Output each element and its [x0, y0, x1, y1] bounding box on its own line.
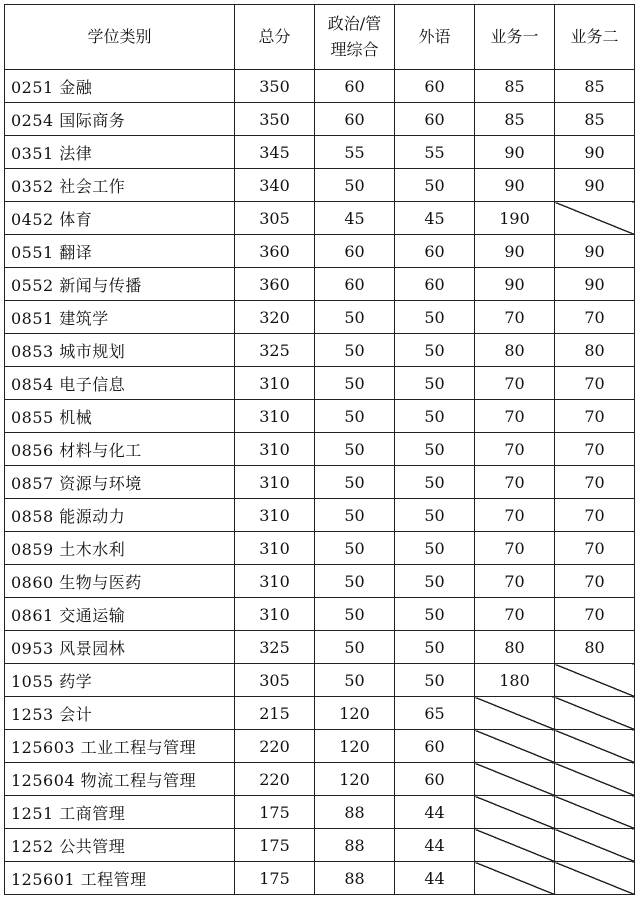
- cell-politics: 50: [315, 532, 395, 565]
- cell-category: 1253 会计: [5, 697, 235, 730]
- cell-category: 125601 工程管理: [5, 862, 235, 895]
- cell-total: 215: [235, 697, 315, 730]
- cell-language: 44: [395, 796, 475, 829]
- cell-total: 350: [235, 103, 315, 136]
- cell-category: 0352 社会工作: [5, 169, 235, 202]
- cell-category: 0552 新闻与传播: [5, 268, 235, 301]
- cell-total: 310: [235, 400, 315, 433]
- cell-language: 50: [395, 532, 475, 565]
- table-row: [5, 400, 635, 433]
- cell-language: 50: [395, 169, 475, 202]
- not-applicable-cell: [475, 862, 555, 895]
- cell-total: 220: [235, 730, 315, 763]
- cell-total: 305: [235, 664, 315, 697]
- table-row: [5, 532, 635, 565]
- table-row: [5, 235, 635, 268]
- not-applicable-cell: [555, 862, 635, 895]
- not-applicable-cell: [475, 763, 555, 796]
- cell-politics: 60: [315, 70, 395, 103]
- not-applicable-cell: [475, 829, 555, 862]
- cell-language: 65: [395, 697, 475, 730]
- cell-total: 310: [235, 565, 315, 598]
- header-row: [5, 5, 635, 70]
- cell-total: 310: [235, 367, 315, 400]
- cell-category: 0854 电子信息: [5, 367, 235, 400]
- not-applicable-cell: [475, 697, 555, 730]
- table-row: [5, 202, 635, 235]
- cell-subject-2: 90: [555, 136, 635, 169]
- cell-politics: 50: [315, 169, 395, 202]
- cell-subject-1: 70: [475, 301, 555, 334]
- cell-language: 60: [395, 268, 475, 301]
- cell-subject-1: 90: [475, 235, 555, 268]
- cell-subject-2: 80: [555, 631, 635, 664]
- cell-language: 60: [395, 103, 475, 136]
- cell-total: 175: [235, 796, 315, 829]
- cell-category: 0853 城市规划: [5, 334, 235, 367]
- cell-category: 125603 工业工程与管理: [5, 730, 235, 763]
- cell-language: 50: [395, 598, 475, 631]
- cell-subject-2: 85: [555, 70, 635, 103]
- cell-politics: 50: [315, 367, 395, 400]
- cell-language: 50: [395, 400, 475, 433]
- cell-subject-2: 70: [555, 598, 635, 631]
- cell-language: 55: [395, 136, 475, 169]
- cell-subject-1: 190: [475, 202, 555, 235]
- cell-politics: 45: [315, 202, 395, 235]
- cell-language: 60: [395, 235, 475, 268]
- table-row: [5, 499, 635, 532]
- cell-total: 345: [235, 136, 315, 169]
- cell-total: 310: [235, 598, 315, 631]
- table-row: [5, 697, 635, 730]
- header-subject1: 业务一: [475, 5, 555, 70]
- cell-subject-2: 70: [555, 301, 635, 334]
- cell-subject-2: 90: [555, 169, 635, 202]
- not-applicable-cell: [555, 796, 635, 829]
- cell-subject-1: 90: [475, 136, 555, 169]
- cell-subject-1: 70: [475, 400, 555, 433]
- header-subject2: 业务二: [555, 5, 635, 70]
- cell-total: 175: [235, 829, 315, 862]
- cell-language: 50: [395, 301, 475, 334]
- cell-subject-2: 70: [555, 532, 635, 565]
- cell-language: 50: [395, 565, 475, 598]
- cell-subject-2: 70: [555, 499, 635, 532]
- not-applicable-cell: [555, 829, 635, 862]
- cell-total: 360: [235, 235, 315, 268]
- cell-subject-2: 70: [555, 565, 635, 598]
- cell-category: 1252 公共管理: [5, 829, 235, 862]
- cell-total: 360: [235, 268, 315, 301]
- header-language: 外语: [395, 5, 475, 70]
- cell-language: 44: [395, 829, 475, 862]
- cell-category: 0859 土木水利: [5, 532, 235, 565]
- cell-language: 50: [395, 631, 475, 664]
- table-row: [5, 301, 635, 334]
- cell-politics: 50: [315, 433, 395, 466]
- header-politics-line1: 政治/管: [327, 14, 382, 34]
- cell-language: 50: [395, 664, 475, 697]
- cell-politics: 60: [315, 103, 395, 136]
- cell-subject-1: 90: [475, 169, 555, 202]
- cell-total: 310: [235, 466, 315, 499]
- cell-category: 1055 药学: [5, 664, 235, 697]
- cell-category: 0551 翻译: [5, 235, 235, 268]
- table-row: [5, 433, 635, 466]
- score-table: [4, 4, 635, 895]
- cell-total: 310: [235, 499, 315, 532]
- not-applicable-cell: [475, 796, 555, 829]
- header-total: 总分: [235, 5, 315, 70]
- cell-subject-2: 70: [555, 367, 635, 400]
- cell-language: 45: [395, 202, 475, 235]
- table-row: [5, 664, 635, 697]
- cell-category: 0855 机械: [5, 400, 235, 433]
- cell-subject-1: 80: [475, 631, 555, 664]
- not-applicable-cell: [555, 697, 635, 730]
- not-applicable-cell: [555, 763, 635, 796]
- cell-politics: 55: [315, 136, 395, 169]
- table-body: [5, 70, 635, 895]
- cell-category: 0861 交通运输: [5, 598, 235, 631]
- cell-total: 310: [235, 532, 315, 565]
- cell-total: 325: [235, 631, 315, 664]
- cell-language: 50: [395, 433, 475, 466]
- not-applicable-cell: [555, 730, 635, 763]
- cell-category: 0860 生物与医药: [5, 565, 235, 598]
- table-row: [5, 169, 635, 202]
- header-category: 学位类别: [5, 5, 235, 70]
- cell-total: 305: [235, 202, 315, 235]
- cell-category: 0953 风景园林: [5, 631, 235, 664]
- cell-language: 60: [395, 70, 475, 103]
- cell-category: 0851 建筑学: [5, 301, 235, 334]
- cell-subject-1: 70: [475, 532, 555, 565]
- cell-politics: 50: [315, 631, 395, 664]
- cell-category: 125604 物流工程与管理: [5, 763, 235, 796]
- table-row: [5, 367, 635, 400]
- cell-subject-1: 70: [475, 499, 555, 532]
- cell-politics: 50: [315, 565, 395, 598]
- cell-category: 0254 国际商务: [5, 103, 235, 136]
- cell-language: 50: [395, 499, 475, 532]
- cell-subject-1: 70: [475, 367, 555, 400]
- table-row: [5, 763, 635, 796]
- cell-total: 220: [235, 763, 315, 796]
- cell-subject-1: 80: [475, 334, 555, 367]
- cell-subject-2: 70: [555, 466, 635, 499]
- cell-politics: 50: [315, 301, 395, 334]
- table-header: [5, 5, 635, 70]
- cell-language: 60: [395, 730, 475, 763]
- cell-subject-1: 90: [475, 268, 555, 301]
- cell-subject-2: 90: [555, 268, 635, 301]
- cell-total: 320: [235, 301, 315, 334]
- cell-subject-1: 70: [475, 598, 555, 631]
- table-row: [5, 829, 635, 862]
- table-row: [5, 466, 635, 499]
- header-politics-line2: 理综合: [330, 40, 379, 59]
- cell-total: 325: [235, 334, 315, 367]
- cell-subject-1: 180: [475, 664, 555, 697]
- table-row: [5, 631, 635, 664]
- table-row: [5, 598, 635, 631]
- cell-category: 0351 法律: [5, 136, 235, 169]
- cell-politics: 50: [315, 466, 395, 499]
- cell-politics: 60: [315, 235, 395, 268]
- cell-category: 0858 能源动力: [5, 499, 235, 532]
- cell-politics: 120: [315, 697, 395, 730]
- not-applicable-cell: [555, 202, 635, 235]
- cell-politics: 88: [315, 796, 395, 829]
- cell-language: 44: [395, 862, 475, 895]
- cell-subject-2: 85: [555, 103, 635, 136]
- table-row: [5, 70, 635, 103]
- cell-subject-1: 85: [475, 70, 555, 103]
- table-row: [5, 796, 635, 829]
- cell-total: 350: [235, 70, 315, 103]
- cell-subject-1: 70: [475, 466, 555, 499]
- cell-language: 50: [395, 466, 475, 499]
- cell-category: 0251 金融: [5, 70, 235, 103]
- cell-category: 0857 资源与环境: [5, 466, 235, 499]
- table-row: [5, 268, 635, 301]
- cell-total: 175: [235, 862, 315, 895]
- cell-politics: 50: [315, 598, 395, 631]
- cell-subject-2: 70: [555, 433, 635, 466]
- table-row: [5, 565, 635, 598]
- cell-politics: 50: [315, 499, 395, 532]
- cell-subject-2: 80: [555, 334, 635, 367]
- cell-subject-2: 90: [555, 235, 635, 268]
- cell-language: 60: [395, 763, 475, 796]
- table-row: [5, 730, 635, 763]
- cell-politics: 60: [315, 268, 395, 301]
- cell-politics: 50: [315, 400, 395, 433]
- not-applicable-cell: [475, 730, 555, 763]
- cell-politics: 88: [315, 829, 395, 862]
- cell-politics: 50: [315, 334, 395, 367]
- cell-category: 1251 工商管理: [5, 796, 235, 829]
- cell-total: 310: [235, 433, 315, 466]
- cell-subject-1: 85: [475, 103, 555, 136]
- cell-language: 50: [395, 334, 475, 367]
- cell-politics: 50: [315, 664, 395, 697]
- table-row: [5, 862, 635, 895]
- table-row: [5, 334, 635, 367]
- cell-category: 0452 体育: [5, 202, 235, 235]
- cell-subject-2: 70: [555, 400, 635, 433]
- cell-total: 340: [235, 169, 315, 202]
- cell-language: 50: [395, 367, 475, 400]
- table-row: [5, 136, 635, 169]
- cell-politics: 120: [315, 730, 395, 763]
- cell-category: 0856 材料与化工: [5, 433, 235, 466]
- cell-politics: 88: [315, 862, 395, 895]
- table-row: [5, 103, 635, 136]
- cell-politics: 120: [315, 763, 395, 796]
- cell-subject-1: 70: [475, 433, 555, 466]
- not-applicable-cell: [555, 664, 635, 697]
- cell-subject-1: 70: [475, 565, 555, 598]
- header-politics: [315, 5, 395, 70]
